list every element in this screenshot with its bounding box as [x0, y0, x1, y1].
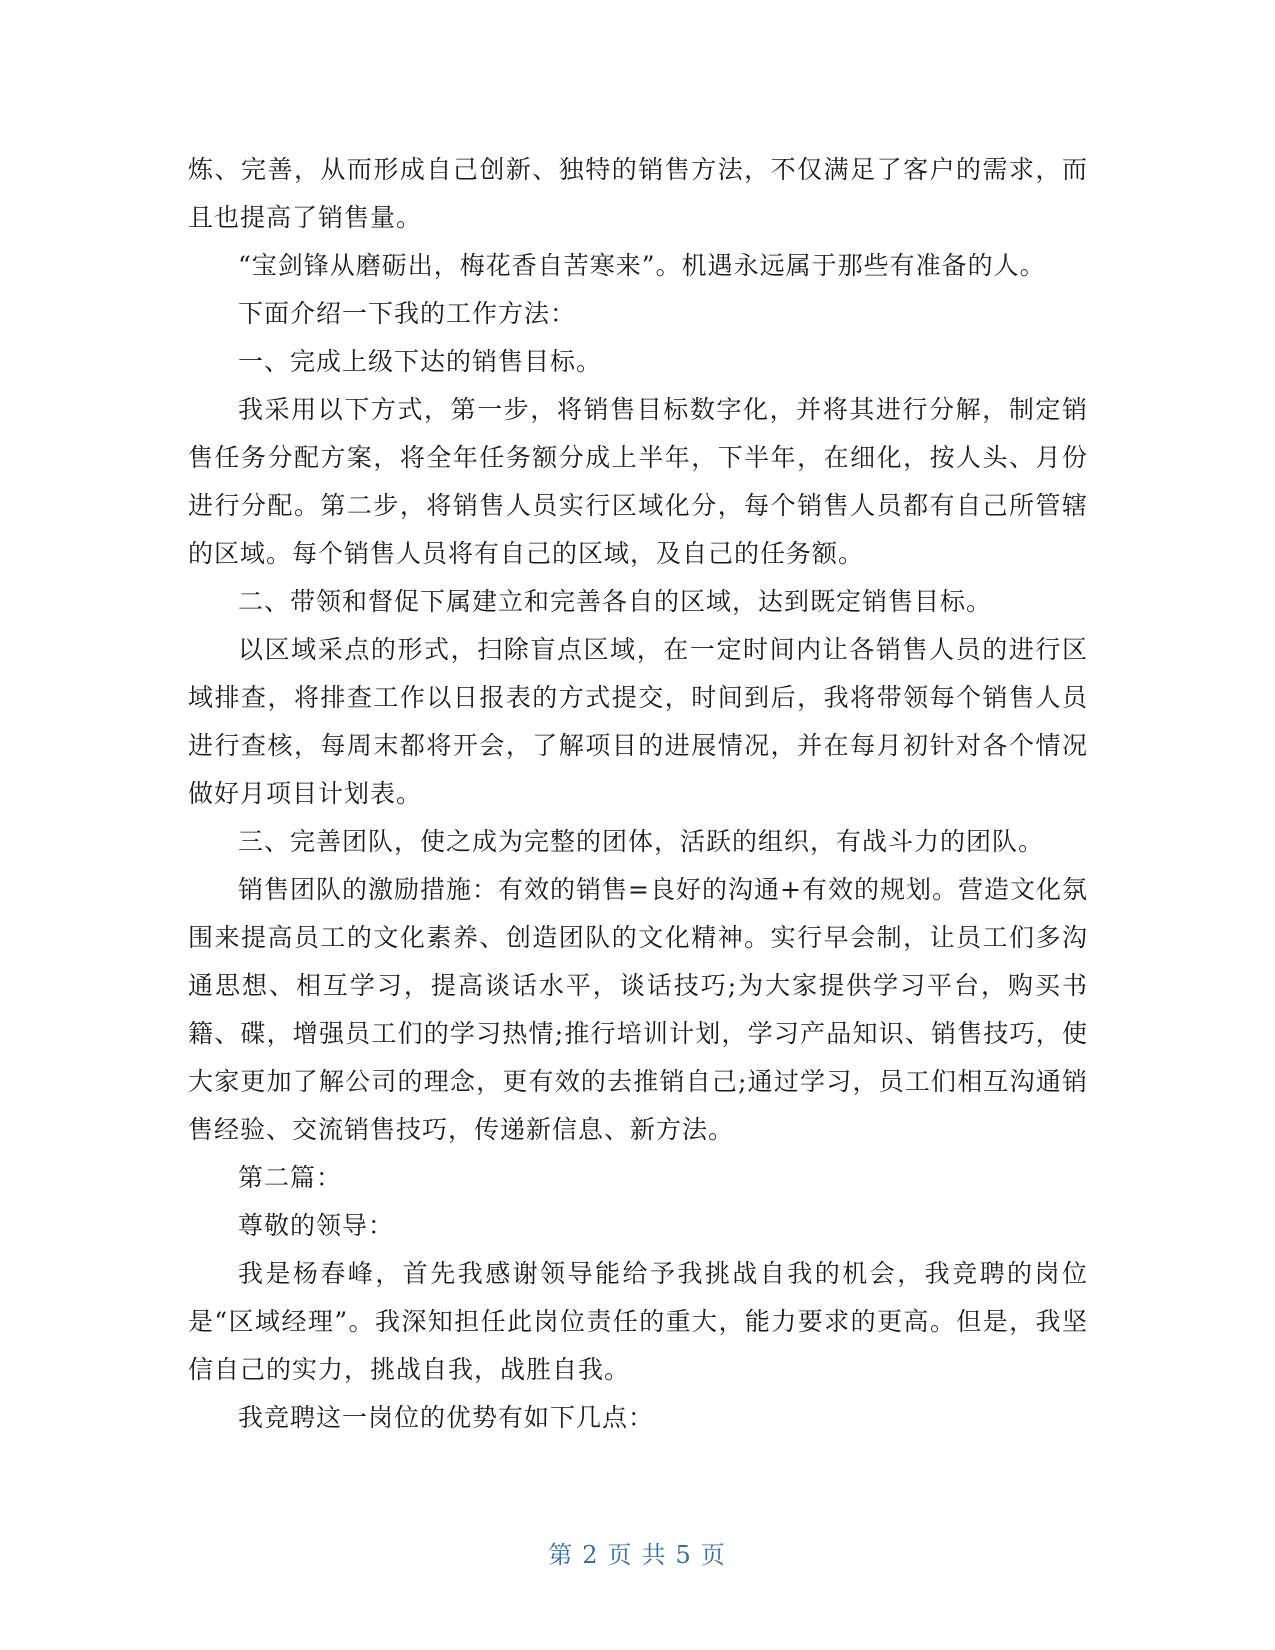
page-number-footer: [0, 1535, 1275, 1570]
footer-total-prefix: 共: [641, 1541, 668, 1569]
salutation: 尊敬的领导：: [238, 1211, 395, 1240]
paragraph-section-2: 以区域采点的形式，扫除盲点区域，在一定时间内让各销售人员的进行区域排查，将排查工作以日报表的方式提交，时间到后，我将带领每个销售人员进行查核，每周末都将开会，了解项目的进展情况，并在每月初针对各个情况做好月项目计划表。: [188, 635, 1088, 808]
section-heading-3: 三、完善团队，使之成为完整的团体，活跃的组织，有战斗力的团队。: [238, 827, 1045, 856]
footer-total-pages: 5: [675, 1541, 693, 1569]
footer-prefix: 第: [548, 1541, 575, 1569]
footer-page-word: 页: [607, 1541, 634, 1569]
paragraph-quote: “宝剑锋从磨砺出，梅花香自苦寒来”。机遇永远属于那些有准备的人。: [238, 251, 1046, 280]
paragraph-section-1: 我采用以下方式，第一步，将销售目标数字化，并将其进行分解，制定销售任务分配方案，将全年任务额分成上半年，下半年，在细化，按人头、月份进行分配。第二步，将销售人员实行区域化分，每个销售人员都有自己所管辖的区域。每个销售人员将有自己的区域，及自己的任务额。: [188, 395, 1088, 568]
footer-current-page: 2: [582, 1541, 600, 1569]
paragraph-continued: 炼、完善，从而形成自己创新、独特的销售方法，不仅满足了客户的需求，而且也提高了销售量。: [188, 155, 1088, 232]
paragraph-intro: 下面介绍一下我的工作方法：: [238, 299, 577, 328]
paragraph-advantages: 我竞聘这一岗位的优势有如下几点：: [238, 1403, 655, 1432]
section-heading-2: 二、带领和督促下属建立和完善各自的区域，达到既定销售目标。: [238, 587, 993, 616]
document-body: [188, 146, 1088, 1442]
footer-suffix: 页: [700, 1541, 727, 1569]
section-heading-1: 一、完成上级下达的销售目标。: [238, 347, 603, 376]
paragraph-section-3: 销售团队的激励措施：有效的销售=良好的沟通+有效的规划。营造文化氛围来提高员工的文化素养、创造团队的文化精神。实行早会制，让员工们多沟通思想、相互学习，提高谈话水平，谈话技巧;为大家提供学习平台，购买书籍、碟，增强员工们的学习热情;推行培训计划，学习产品知识、销售技巧，使大家更加了解公司的理念，更有效的去推销自己;通过学习，员工们相互沟通销售经验、交流销售技巧，传递新信息、新方法。: [188, 875, 1088, 1144]
chapter-heading: 第二篇：: [238, 1163, 343, 1192]
paragraph-introduction: 我是杨春峰，首先我感谢领导能给予我挑战自我的机会，我竞聘的岗位是“区域经理”。我深知担任此岗位责任的重大，能力要求的更高。但是，我坚信自己的实力，挑战自我，战胜自我。: [188, 1259, 1088, 1384]
